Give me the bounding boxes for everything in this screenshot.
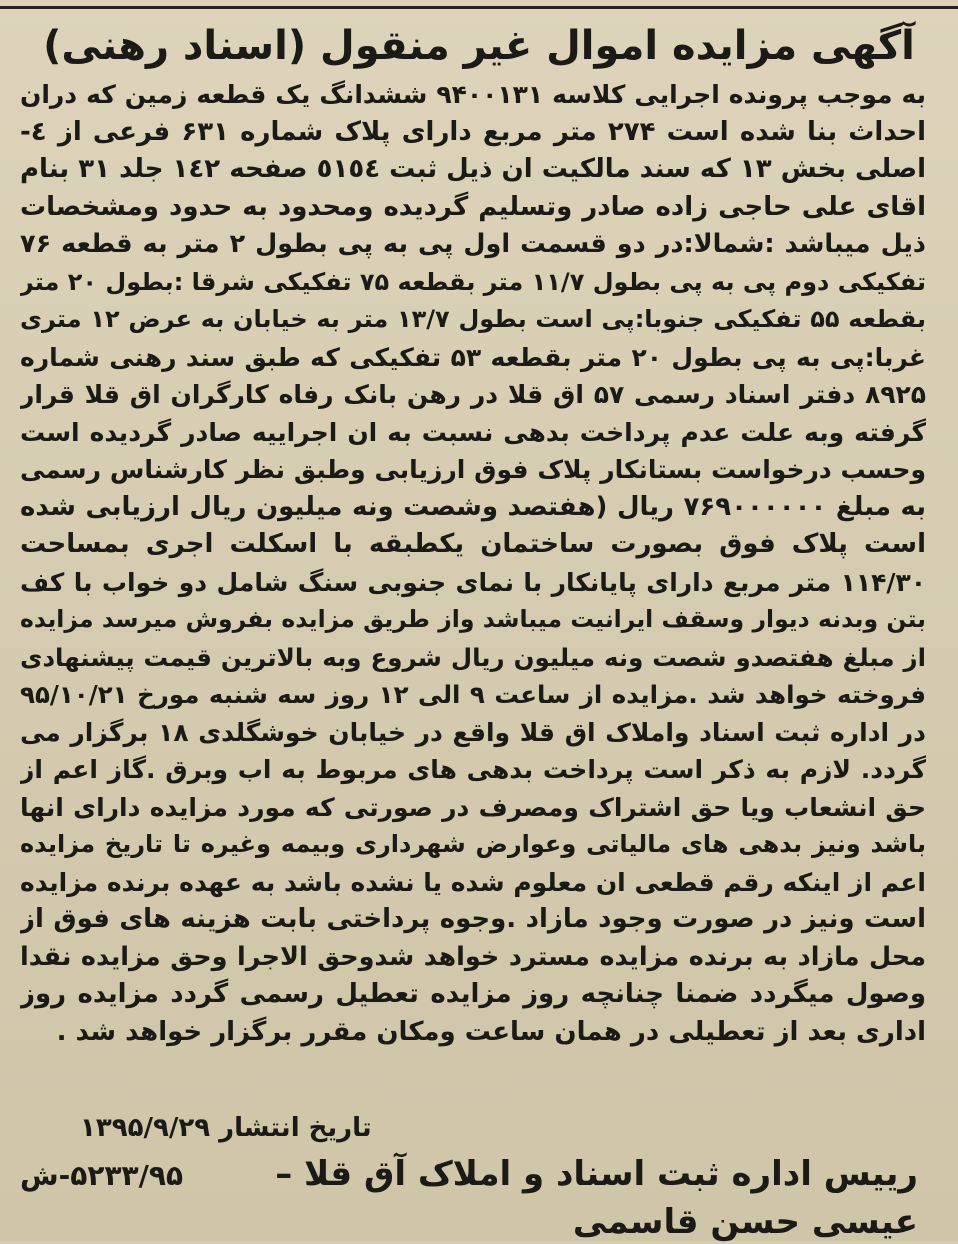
notice-line: محل مازاد به برنده مزایده مسترد خواهد شدوحق الاجرا وحق مزایده نقدا [20, 941, 926, 972]
signer-name: عیسی حسن قاسمی [572, 1202, 918, 1242]
notice-line: بتن وبدنه دیوار وسقف ایرانیت میباشد واز طریق مزایده بفروش میرسد مزایده [20, 605, 926, 633]
notice-line: گردد. لازم به ذکر است پرداخت بدهی های مربوط به اب وبرق .گاز اعم از [20, 755, 926, 784]
notice-line: وصول میگردد ضمنا چنانچه روز مزایده تعطیل رسمی گردد مزایده روز [20, 979, 926, 1009]
notice-line: است پلاک فوق بصورت ساختمان یکطبقه با اسکلت اجری بمساحت [20, 529, 926, 559]
notice-line: ۸۹۲۵ دفتر اسناد رسمی ۵۷ اق قلا در رهن بانک رفاه کارگران اق قلا قرار [20, 380, 926, 409]
notice-code: ۵۲۳۳/۹۵-ش [20, 1159, 184, 1192]
notice-line: باشد ونیز بدهی های مالیاتی وعوارض شهرداری وبیمه وغیره تا تاریخ مزایده [20, 830, 926, 858]
notice-line: ذیل میباشد :شمالا:در دو قسمت اول پی به پی بطول ۲ متر به قطعه ۷۶ [20, 229, 926, 259]
notice-line: گرفته وبه علت عدم پرداخت بدهی نسبت به ان اجراییه صادر گردیده است [20, 417, 926, 447]
notice-line: احداث بنا شده است ۲۷۴ متر مربع دارای پلاک شماره ۶۳۱ فرعی از ٤- [20, 116, 926, 147]
notice-line: در اداره ثبت اسناد واملاک اق قلا واقع در خیابان خوشگلدی ۱۸ برگزار می [20, 717, 926, 747]
notice-footer [20, 1110, 918, 1244]
notice-line: اصلی بخش ۱۳ که سند مالکیت ان ذیل ثبت ٥١٥٤ صفحه ۱٤۲ جلد ۳۱ بنام [20, 154, 926, 184]
notice-line: اداری بعد از تعطیلی در همان ساعت ومکان مقرر برگزار خواهد شد . [56, 1016, 926, 1047]
notice-line: بقطعه ۵۵ تفکیکی جنوبا:پی است بطول ۱۳/۷ متر به خیابان به عرض ۱۲ متری [20, 305, 926, 333]
publication-date: تاریخ انتشار ۱۳۹۵/۹/۲۹ [80, 1113, 372, 1143]
notice-line: ۱۱۴/۳۰ متر مربع دارای پایانکار با نمای جنوبی سنگ شامل دو خواب با کف [20, 567, 926, 597]
signature-row [20, 1152, 918, 1198]
notice-line: وحسب درخواست بستانکار پلاک فوق ارزیابی وطبق نظر کارشناس رسمی [20, 455, 926, 484]
notice-line: غربا:پی به پی بطول ۲۰ متر بقطعه ۵۳ تفکیکی که طبق سند رهنی شماره [20, 342, 926, 372]
notice-title: آگهی مزایده اموال غیر منقول (اسناد رهنی) [43, 23, 915, 69]
notice-body [20, 76, 926, 1051]
notice-line: به موجب پرونده اجرایی کلاسه ۹۴۰۰۱۳۱ ششدانگ یک قطعه زمین که دران [20, 80, 926, 109]
notice-line: تفکیکی دوم پی به پی بطول ۱۱/۷ متر بقطعه ۷۵ تفکیکی شرقا :بطول ۲۰ متر [20, 267, 926, 296]
top-rule [0, 6, 958, 9]
notice-line: اعم از اینکه رقم قطعی ان معلوم شده یا نشده باشد به عهده برنده مزایده [20, 867, 926, 897]
notice-line: از مبلغ هفتصدو شصت ونه میلیون ریال شروع وبه بالاترین قیمت پیشنهادی [20, 642, 926, 672]
notice-line: اقای علی حاجی زاده صادر وتسلیم گردیده ومحدود به حدود ومشخصات [20, 191, 926, 222]
notice-line: فروخته خواهد شد .مزایده از ساعت ۹ الی ۱۲ روز سه شنبه مورخ ۹۵/۱۰/۲۱ [20, 680, 926, 709]
notice-line: است ونیز در صورت وجود مازاد .وجوه پرداختی بابت هزینه های فوق از [20, 904, 926, 934]
signer-title: رییس اداره ثبت اسناد و املاک آق قلا – [275, 1154, 918, 1194]
notice-line: حق انشعاب ویا حق اشتراک ومصرف در صورتی که مورد مزایده دارای انها [20, 792, 926, 822]
notice-line: به مبلغ ۷۶۹۰۰۰۰۰۰ ریال (هفتصد وشصت ونه میلیون ریال ارزیابی شده [20, 491, 926, 522]
